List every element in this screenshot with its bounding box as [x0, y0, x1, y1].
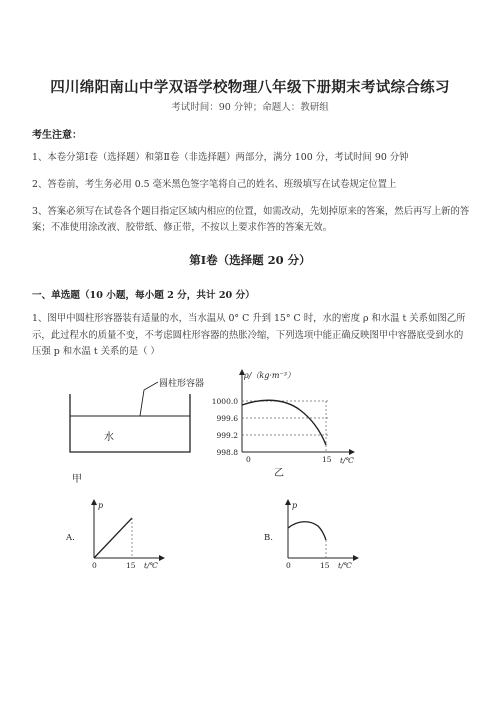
option-a-y-label: p	[98, 501, 104, 510]
option-a-x-tick: 15	[126, 561, 136, 570]
figure-caption-jia: 甲	[72, 474, 82, 485]
x-tick: 0	[246, 455, 251, 464]
notice-item-3: 3、答案必须写在试卷各个题目指定区域内相应的位置，如需改动，先划掉原来的答案，然后再写上新的答案；不准使用涂改液、胶带纸、修正带，不按以上要求作答的答案无效。	[32, 206, 470, 233]
figure-caption-yi: 乙	[274, 468, 284, 479]
option-a-label: A.	[66, 533, 75, 543]
option-b-x-tick: 15	[320, 561, 330, 570]
notice-item-1: 1、本卷分第Ⅰ卷（选择题）和第Ⅱ卷（非选择题）两部分，满分 100 分，考试时间 90 分钟	[32, 152, 409, 163]
option-a-graph[interactable]	[62, 496, 182, 574]
question-1-text: 1、图甲中圆柱形容器装有适量的水，当水温从 0° C 升到 15° C 时，水的密度 ρ 和水温 t 关系如图乙所示，此过程水的质量不变，不考虑圆柱形容器的热胀冷缩，下列选项中能正确反映图甲中容器底受到水的压强 p 和水温 t 关系的是（ ）	[32, 313, 466, 357]
option-b-x-label: t/℃	[338, 561, 352, 570]
section-title: 第Ⅰ卷（选择题 20 分）	[189, 253, 311, 267]
option-a-line	[94, 518, 132, 558]
figure-yi	[210, 366, 370, 481]
x-tick: 15	[322, 455, 332, 464]
option-b-label: B.	[264, 533, 273, 543]
container-drawing	[70, 382, 190, 452]
y-axis-label: ρ/（kg·m⁻³）	[244, 371, 295, 380]
option-b-curve	[288, 522, 326, 540]
notice-heading: 考生注意：	[32, 130, 82, 141]
option-a-x-label: t/℃	[144, 561, 158, 570]
option-b-graph[interactable]	[260, 496, 380, 574]
density-curve	[242, 400, 326, 445]
water-label: 水	[104, 432, 114, 443]
exam-info: 考试时间：90 分钟；命题人：教研组	[171, 102, 329, 113]
notice-item-2: 2、答卷前，考生务必用 0.5 毫米黑色签字笔将自己的姓名、班级填写在试卷规定位置上	[32, 179, 397, 190]
container-label: 圆柱形容器	[159, 379, 205, 389]
option-a-x-tick: 0	[92, 561, 97, 570]
y-tick: 999.6	[216, 414, 238, 423]
option-b-y-label: p	[292, 501, 298, 510]
option-b-x-tick: 0	[286, 561, 291, 570]
page-title: 四川绵阳南山中学双语学校物理八年级下册期末考试综合练习	[50, 79, 450, 96]
mc-heading: 一、单选题（10 小题，每小题 2 分，共计 20 分）	[32, 290, 255, 301]
figure-jia	[60, 372, 210, 497]
y-tick: 998.8	[216, 448, 238, 457]
y-tick: 1000.0	[211, 397, 238, 406]
x-axis-label: t/℃	[340, 456, 354, 465]
y-tick: 999.2	[216, 431, 238, 440]
